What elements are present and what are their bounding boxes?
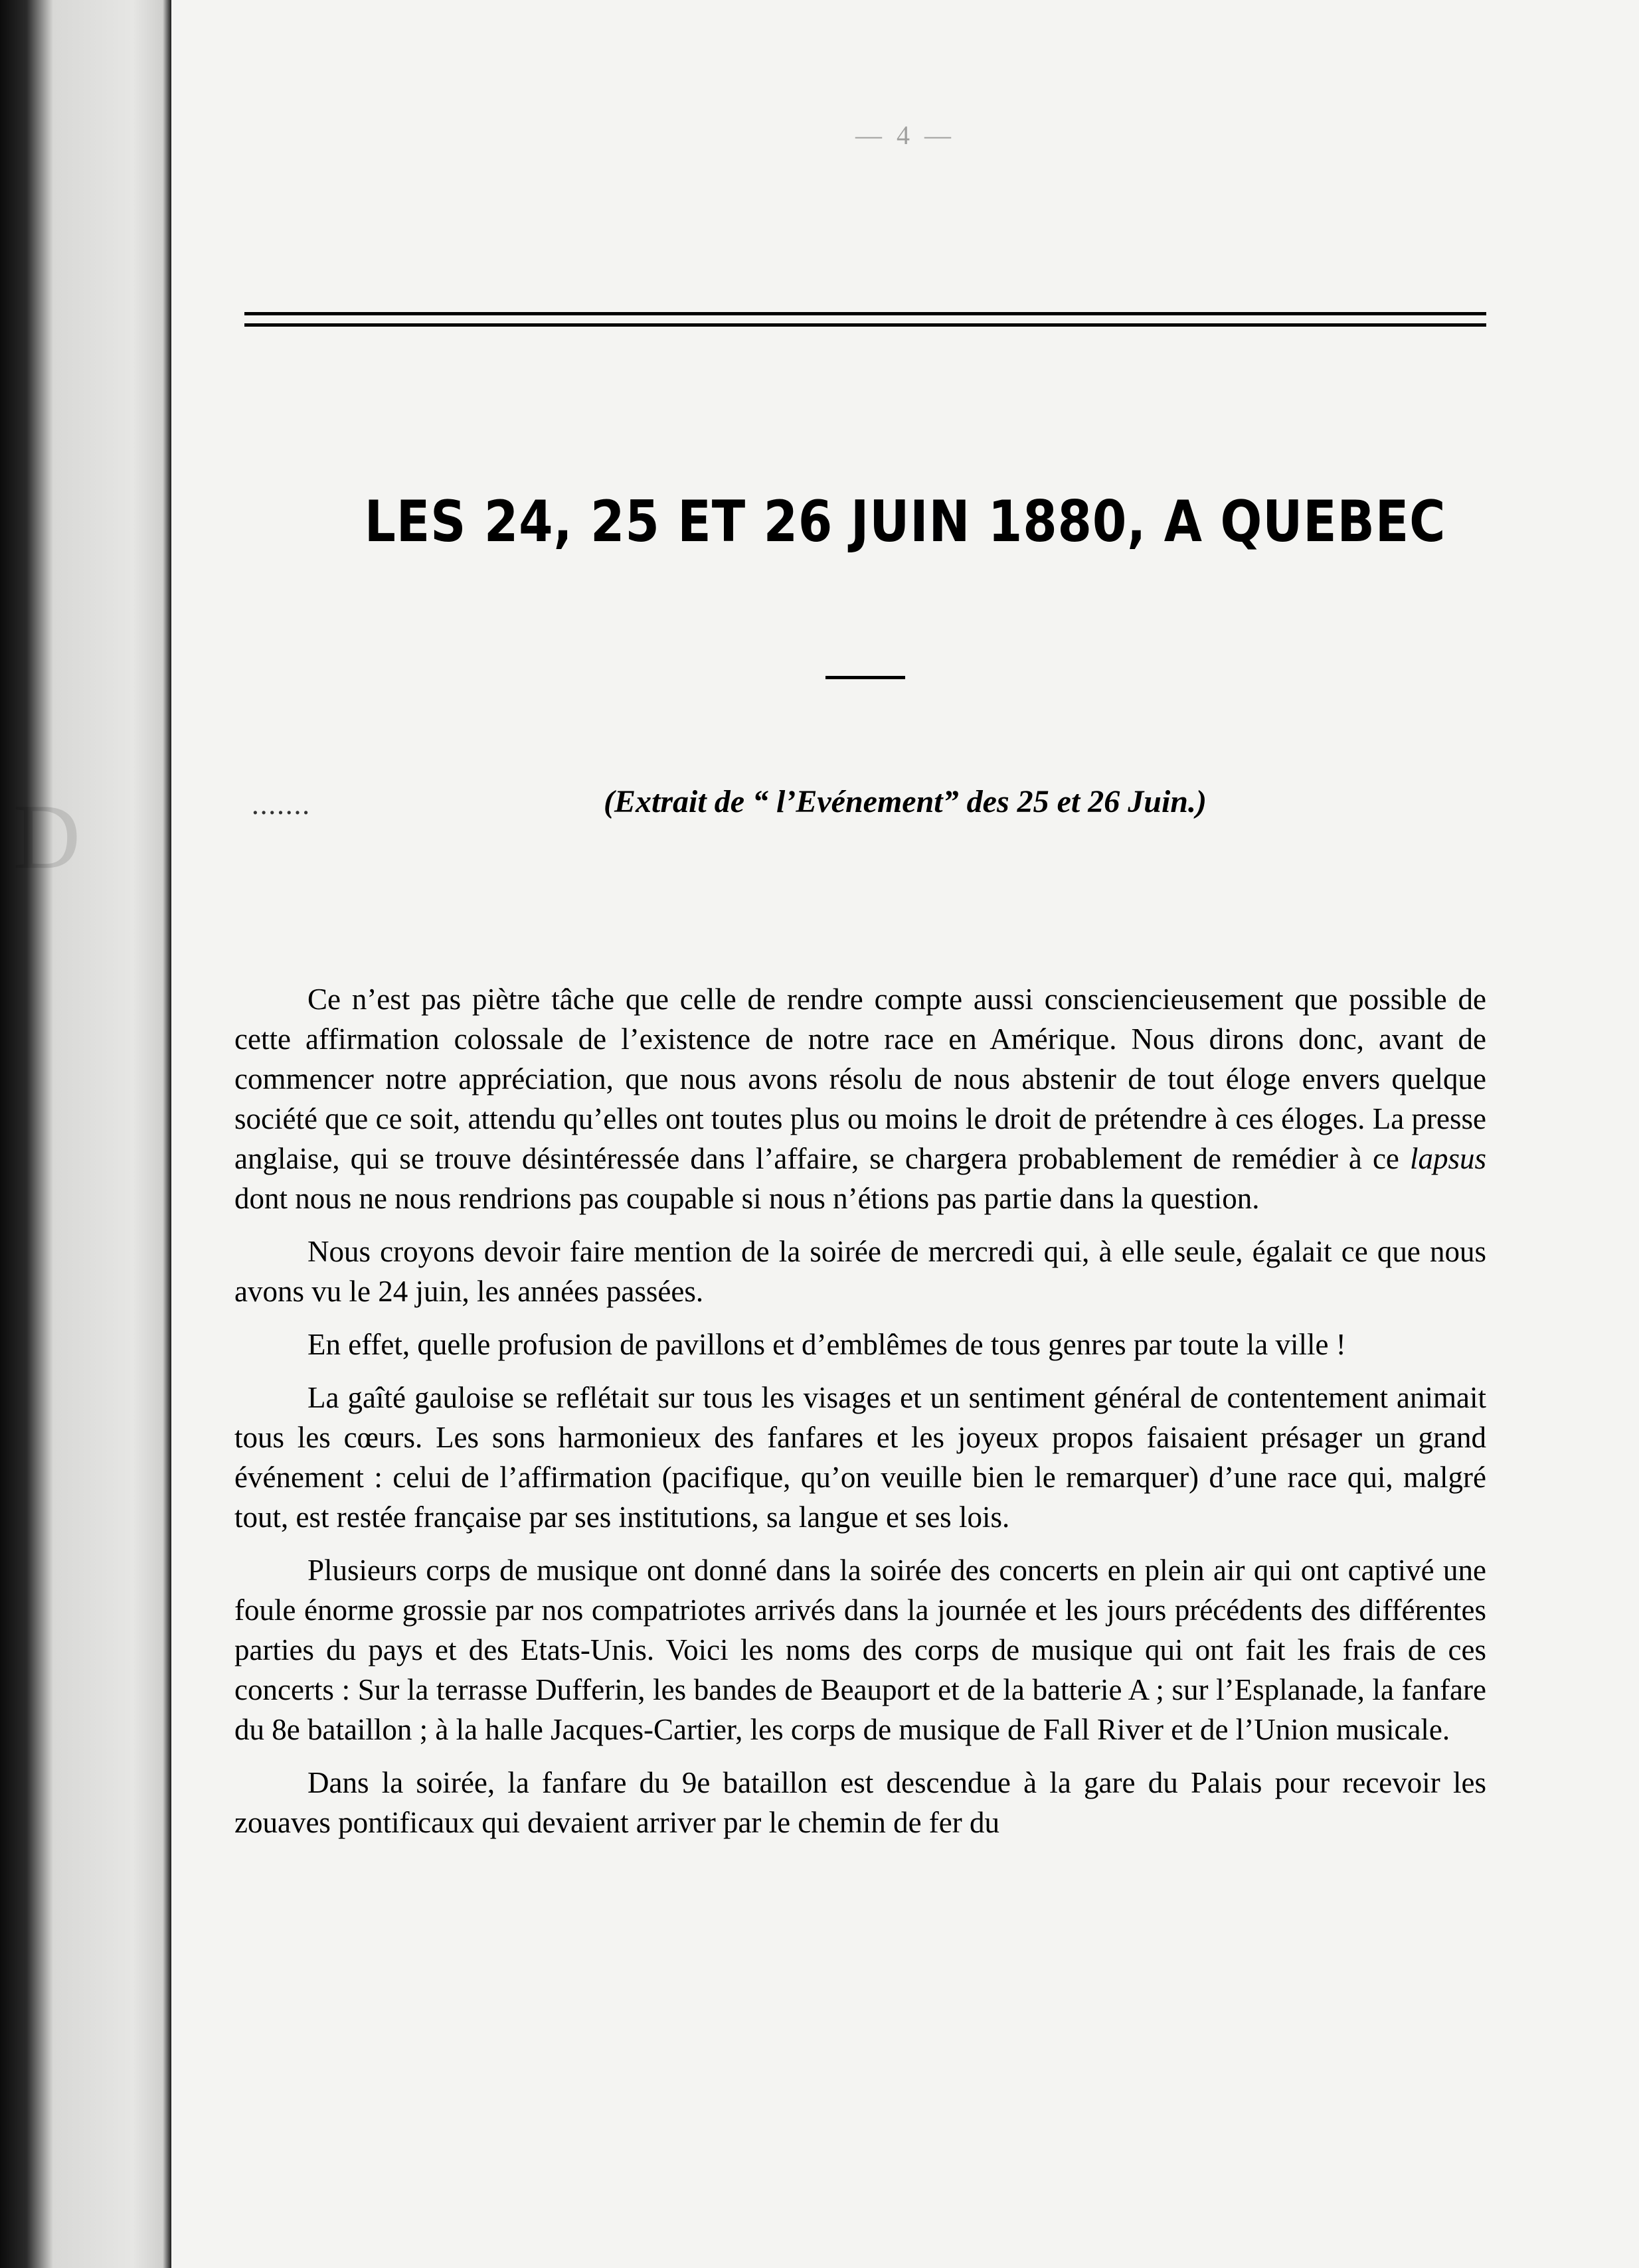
subtitle-suffix: ” des 25 et 26 Juin.) — [942, 784, 1207, 819]
paragraph-1-text-a: Ce n’est pas piètre tâche que celle de rendre compte aussi consciencieusement que possible de cette affirmation colossale de l’existence de notre race en Amérique. Nous dirons donc, avant de commencer notre appréciation, que nous avons résolu de nous abstenir de tout éloge envers quelque société que ce soit, attendu qu’elles ont toutes plus ou moins le droit de prétendre à ces éloges. La presse anglaise, qui se trouve désintéressée dans l’affaire, se chargera probablement de remédier à ce — [234, 983, 1486, 1175]
document-page — [171, 0, 1639, 2268]
subtitle-prefix: (Extrait de “ — [604, 784, 777, 819]
paragraph-1 — [234, 979, 1486, 1218]
article-subtitle — [171, 783, 1639, 820]
paragraph-1-text-b: dont nous ne nous rendrions pas coupable si nous n’étions pas partie dans la question. — [234, 1182, 1260, 1215]
paragraph-1-italic-word: lapsus — [1409, 1142, 1486, 1175]
article-body — [234, 979, 1486, 1856]
paragraph-3: En effet, quelle profusion de pavillons et d’emblêmes de tous genres par toute la ville ! — [307, 1328, 1346, 1361]
paragraph-6: Dans la soirée, la fanfare du 9e bataillon est descendue à la gare du Palais pour recevoir les zouaves pontificaux qui devaient arriver par le chemin de fer du — [234, 1766, 1486, 1839]
article-title: LES 24, 25 ET 26 JUIN 1880, A QUEBEC — [364, 489, 1446, 555]
paragraph-2: Nous croyons devoir faire mention de la soirée de mercredi qui, à elle seule, égalait ce que nous avons vu le 24 juin, les années passées. — [234, 1235, 1486, 1308]
page-number: — 4 — — [855, 120, 955, 150]
title-underline-rule — [825, 676, 905, 679]
header-double-rule — [244, 312, 1486, 327]
binding-margin — [0, 0, 171, 2268]
subtitle-source: l’Evénement — [776, 784, 943, 819]
bleed-through-letter: D — [13, 785, 81, 888]
margin-dots: ....... — [251, 790, 311, 821]
paragraph-4: La gaîté gauloise se reflétait sur tous les visages et un sentiment général de contentement animait tous les cœurs. Les sons harmonieux des fanfares et les joyeux propos faisaient présager un grand événement : celui de l’affirmation (pacifique, qu’on veuille bien le remarquer) d’une race qui, malgré tout, est restée française par ses institutions, sa langue et ses lois. — [234, 1381, 1486, 1534]
paragraph-5: Plusieurs corps de musique ont donné dans la soirée des concerts en plein air qui ont captivé une foule énorme grossie par nos compatriotes arrivés dans la journée et les jours précédents des différentes parties du pays et des Etats-Unis. Voici les noms des corps de musique qui ont fait les frais de ces concerts : Sur la terrasse Dufferin, les bandes de Beauport et de la batterie A ; sur l’Esplanade, la fanfare du 8e bataillon ; à la halle Jacques-Cartier, les corps de musique de Fall River et de l’Union musicale. — [234, 1554, 1486, 1746]
